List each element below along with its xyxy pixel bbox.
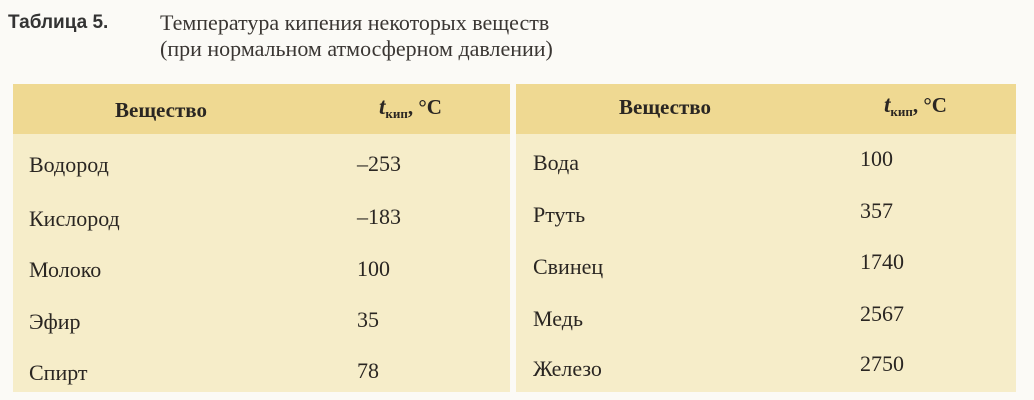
substance-name: Спирт: [29, 360, 88, 385]
substance-name: Вода: [533, 150, 579, 175]
boiling-value: 100: [357, 256, 390, 281]
header-substance: Вещество: [115, 98, 207, 122]
substance-name: Железо: [533, 356, 602, 381]
header-t-symbol: t: [884, 92, 891, 117]
header-t-symbol: t: [379, 94, 386, 119]
header-boiling-temperature: [379, 94, 442, 127]
substance-name: Ртуть: [533, 202, 586, 227]
table-left-half: [13, 84, 510, 392]
substance-name: Медь: [533, 306, 583, 331]
boiling-value: 100: [860, 146, 893, 171]
caption-title-line-2: (при нормальном атмосферном давлении): [160, 36, 553, 61]
substance-name: Свинец: [533, 254, 604, 279]
substance-name: Эфир: [29, 309, 81, 334]
boiling-value: 35: [357, 307, 379, 332]
header-substance: Вещество: [619, 95, 711, 119]
substance-name: Молоко: [29, 257, 102, 282]
boiling-value: –253: [357, 151, 401, 176]
substance-name: Кислород: [29, 206, 120, 231]
boiling-point-table: [13, 84, 1016, 392]
boiling-value: 2567: [860, 301, 904, 326]
substance-name: Водород: [29, 152, 109, 177]
boiling-value: 2750: [860, 351, 904, 376]
header-t-subscript: кип: [890, 104, 913, 119]
table-right-half: [516, 84, 1016, 392]
boiling-value: –183: [357, 204, 401, 229]
boiling-value: 1740: [860, 249, 904, 274]
caption-title-line-1: Температура кипения некоторых веществ: [160, 10, 550, 35]
header-boiling-temperature: [884, 92, 947, 125]
header-t-unit: , °C: [912, 93, 947, 117]
boiling-value: 357: [860, 198, 893, 223]
header-t-unit: , °C: [407, 95, 442, 119]
table-caption-title: [160, 10, 553, 62]
table-caption-label: Таблица 5.: [8, 12, 109, 33]
header-t-subscript: кип: [385, 106, 408, 121]
boiling-value: 78: [357, 358, 379, 383]
